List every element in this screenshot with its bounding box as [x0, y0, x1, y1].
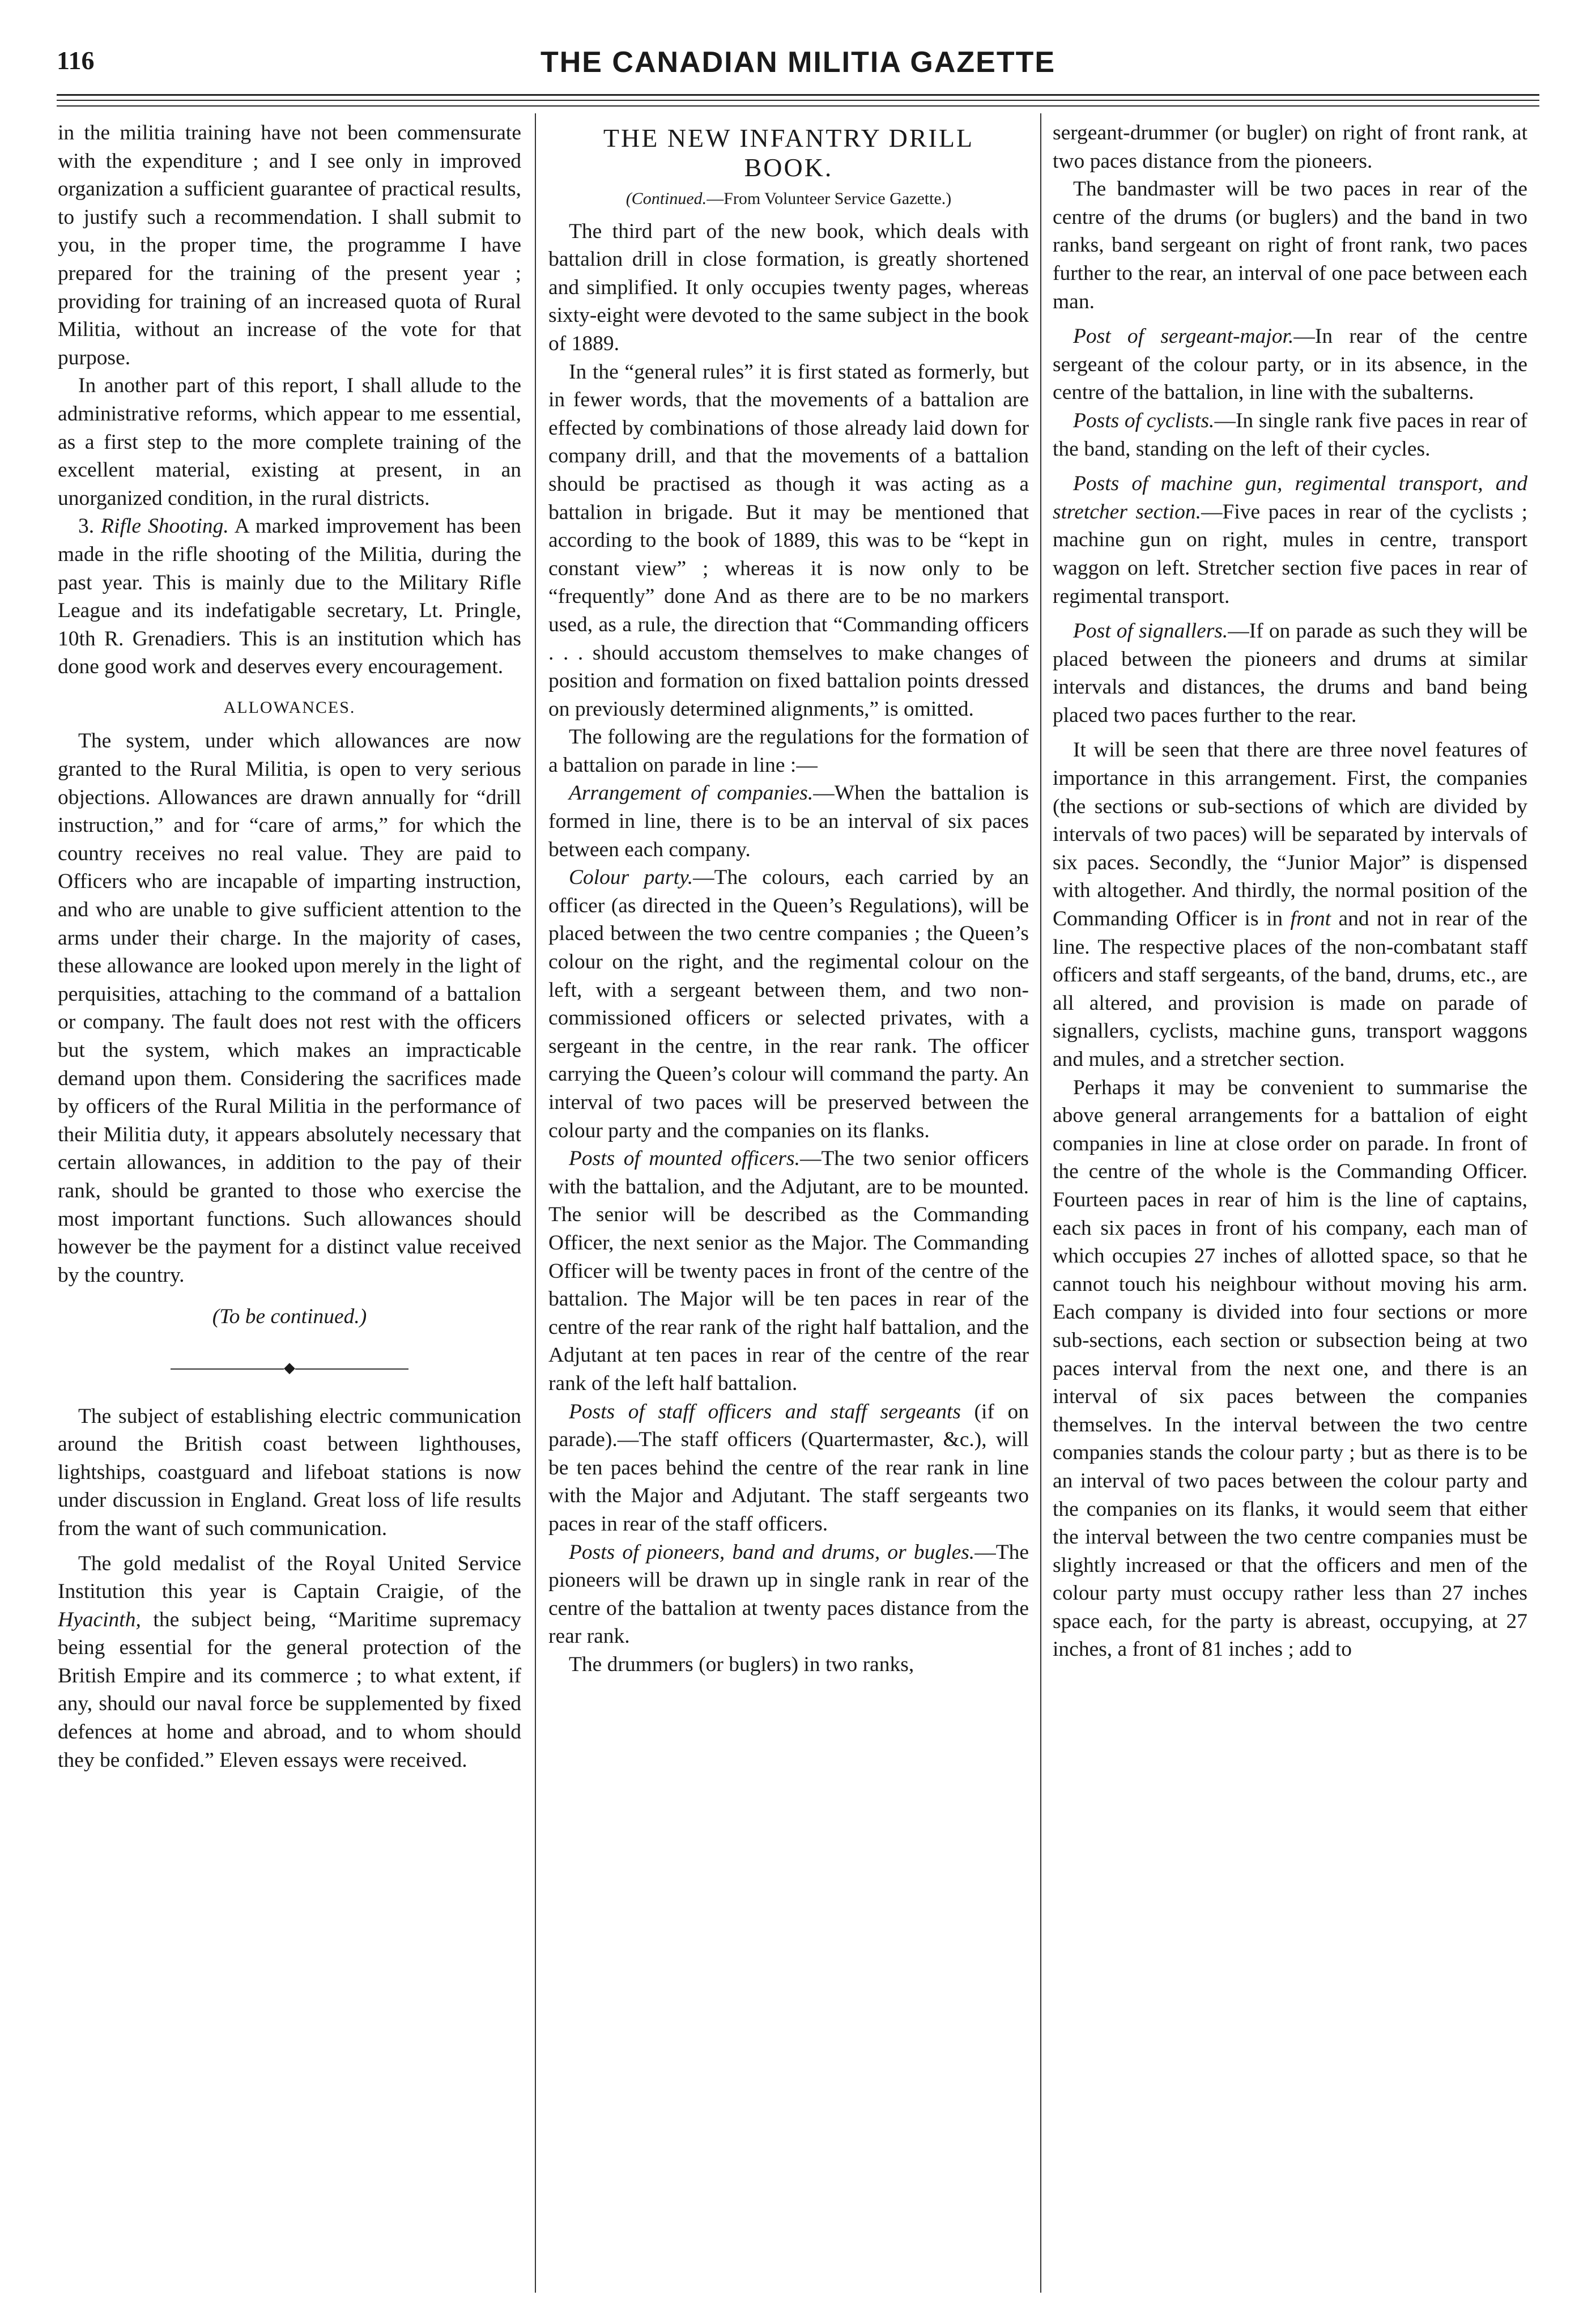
paragraph: [548, 864, 1029, 1145]
paragraph: [58, 1550, 521, 1775]
paragraph-text: and not in rear of the line. The respective places of the non-combatant staff officers and staff sergeants, of the band, drums, etc., are all altered, and provision is made on parade of signallers, cyclists, machine guns, transport waggons and mules, and a stretcher section.: [1053, 907, 1527, 1071]
paragraph-text: —The pioneers will be drawn up in single rank in rear of the centre of the battalion at twenty paces distance from the rear rank.: [548, 1540, 1029, 1648]
paragraph-text: The gold medalist of the Royal United Service Institution this year is Captain Craigie, of the: [58, 1551, 521, 1604]
article-title: THE NEW INFANTRY DRILL: [603, 124, 974, 152]
continued-note: (To be continued.): [212, 1305, 367, 1329]
paragraph-text: It will be seen that there are three novel features of importance in this arrangement. First, the companies (the sections or sub-sections of which are divided by intervals of two paces) will be separated by intervals of six paces. Secondly, the “Junior Major” is dispensed with altogether. And thirdly, the normal position of the Commanding Officer is in: [1053, 738, 1527, 931]
section-heading: ALLOWANCES.: [223, 698, 356, 717]
paragraph: In the “general rules” it is first stated as formerly, but in fewer words, that the movements of a battalion are effected by combinations of those already laid down for company drill, and that the movements of a battalion should be practised as though it was acting as a battalion in brigade. But it may be mentioned that according to the book of 1889, this was to be “kept in constant view” ; whereas it is now only to be “frequently” done And as there are to be no markers used, as a rule, the direction that “Commanding officers . . . should accustom themselves to make changes of position and formation on fixed battalion points dressed on previously determined alignments,” is omitted.: [548, 360, 1029, 721]
subheading-inline: Posts of mounted officers.: [569, 1147, 800, 1171]
paragraph: Perhaps it may be convenient to summarise the above general arrangements for a battalion of eight companies in line at close order on parade. In front of the centre of the whole is the Commanding Officer. Fourteen paces in rear of him is the line of captains, each six paces in front of his company, each man of which occupies 27 inches of allotted space, so that he cannot touch his neighbour without moving his arm. Each company is divided into four sections or more sub-sections, each section or subsection being at two paces interval from the next one, and there is an interval of six paces between the companies themselves. In the interval between the two centre companies stands the colour party ; but as there is to be an interval of two paces between the colour party and the companies on its flanks, it would seem that either the interval between the two centre companies must be slightly increased or that the officers and men of the colour party must occupy rather less than 27 inches space each, for the party is abreast, occupying, at 27 inches, a front of 81 inches ; add to: [1053, 1076, 1527, 1661]
subheading-inline: Arrangement of companies.: [569, 781, 814, 805]
subheading-inline: Post of sergeant-major.: [1073, 325, 1294, 348]
paragraph-number: 3.: [78, 515, 95, 538]
column-left: [58, 119, 521, 2287]
paragraph: [1053, 470, 1527, 610]
paragraph: [548, 779, 1029, 864]
divider-ornament: ◆: [58, 1354, 521, 1382]
column-divider: [1040, 113, 1041, 2293]
paragraph: [1053, 617, 1527, 729]
paragraph: The following are the regulations for the formation of a battalion on parade in line :—: [548, 725, 1029, 777]
paragraph: [58, 512, 521, 681]
paragraph-text: the subject being, “Maritime supremacy being essential for the general protection of the British Empire and its commerce ; to what extent, if any, should our naval force be supplemented by fixed defences at home and abroad, and to whom should they be confided.” Eleven essays were received.: [58, 1608, 521, 1772]
subheading-inline: Post of signallers.: [1073, 619, 1228, 643]
header-rule: [57, 94, 1539, 96]
paragraph-text: (if on parade).—The staff officers (Quartermaster, &c.), will be ten paces behind the centre of the rear rank in line with the Major and Adjutant. The staff sergeants two paces in rear of the staff officers.: [548, 1400, 1029, 1536]
source-text: —From Volunteer Service Gazette.): [707, 189, 952, 208]
column-middle: [548, 119, 1029, 2287]
emphasis-word: front: [1290, 907, 1331, 931]
paragraph-text: —When the battalion is formed in line, there is to be an interval of six paces between each company.: [548, 781, 1029, 861]
column-right: [1053, 119, 1527, 2287]
paragraph-text: —In rear of the centre sergeant of the colour party, or in its absence, in the centre of the battalion, in line with the subalterns.: [1053, 325, 1527, 405]
paragraph: sergeant-drummer (or bugler) on right of front rank, at two paces distance from the pioneers.: [1053, 121, 1527, 173]
article-title: BOOK.: [744, 153, 833, 182]
header-rule: [57, 105, 1539, 107]
paragraph: in the militia training have not been commensurate with the expenditure ; and I see only in improved organization a sufficient guarantee of practical results, to justify such a recommendation. I shall submit to you, in the proper time, the programme I have prepared for the training of the present year ; providing for training of an increased quota of Rural Militia, without an increase of the vote for that purpose.: [58, 121, 521, 369]
paragraph: In another part of this report, I shall allude to the administrative reforms, which appear to me essential, as a first step to the more complete training of the excellent material, existing at present, in an unorganized condition, in the rural districts.: [58, 374, 521, 510]
source-continued: (Continued.: [625, 189, 707, 208]
subheading-inline: Posts of pioneers, band and drums, or bugles.: [569, 1540, 975, 1564]
subheading-inline: Colour party.: [569, 866, 693, 890]
paragraph-text: —If on parade as such they will be placed between the pioneers and drums at similar intervals and distances, the drums and band being placed two paces further to the rear.: [1053, 619, 1527, 727]
paragraph-text: —In single rank five paces in rear of the band, standing on the left of their cycles.: [1053, 409, 1527, 461]
paragraph-text: —The two senior officers with the battalion, and the Adjutant, are to be mounted. The senior will be described as the Commanding Officer, the next senior as the Major. The Commanding Officer will be twenty paces in front of the centre of the battalion. The Major will be ten paces in rear of the centre of the rear rank of the right half battalion, and the Adjutant at ten paces in rear of the centre of the rear rank of the left half battalion.: [548, 1147, 1029, 1395]
page-number: 116: [57, 46, 95, 75]
paragraph: The bandmaster will be two paces in rear of the centre of the drums (or buglers) and the band in two ranks, band sergeant on right of front rank, two paces further to the rear, an interval of one pace between each man.: [1053, 177, 1527, 313]
paragraph: [548, 1538, 1029, 1651]
masthead-title: THE CANADIAN MILITIA GAZETTE: [540, 46, 1056, 79]
paragraph: The system, under which allowances are now granted to the Rural Militia, is open to very serious objections. Allowances are drawn annually for “drill instruction,” and for “care of arms,” for which the country receives no real value. They are paid to Officers who are incapable of imparting instruction, and who are unable to give sufficient attention to the arms under their charge. In the majority of cases, these allowance are looked upon merely in the light of perquisities, attaching to the command of a battalion or company. The fault does not rest with the officers but the system, which makes an impracticable demand upon them. Considering the sacrifices made by officers of the Rural Militia in the performance of their Militia duty, it appears absolutely necessary that certain allowances, in addition to the pay of their rank, should be granted to those who exercise the most important functions. Such allowances should however be the payment for a distinct value received by the country.: [58, 729, 521, 1287]
paragraph-text: —Five paces in rear of the cyclists ; machine gun on right, mules in centre, transport waggon on left. Stretcher section five paces in rear of regimental transport.: [1053, 500, 1527, 608]
header-rule: [57, 100, 1539, 101]
paragraph: [1053, 322, 1527, 407]
column-divider: [535, 113, 536, 2293]
paragraph: [548, 1398, 1029, 1538]
ship-name: Hyacinth,: [58, 1608, 141, 1631]
paragraph-text: A marked improvement has been made in the rifle shooting of the Militia, during the past year. This is mainly due to the Military Rifle League and its indefatigable secretary, Lt. Pringle, 10th R. Grenadiers. This is an institution which has done good work and deserves every encouragement.: [58, 515, 521, 679]
article-source: [548, 185, 1029, 213]
paragraph: The drummers (or buglers) in two ranks,: [569, 1652, 914, 1676]
subheading-inline: Posts of machine gun, regimental transport, and stretcher section.: [1053, 472, 1527, 524]
paragraph: [1053, 736, 1527, 1073]
paragraph: [548, 1145, 1029, 1397]
subheading-inline: Posts of cyclists.: [1073, 409, 1215, 432]
paragraph: The third part of the new book, which deals with battalion drill in close formation, is greatly shortened and simplified. It only occupies twenty pages, whereas sixty-eight were devoted to the same subject in the book of 1889.: [548, 219, 1029, 355]
subheading-inline: Posts of staff officers and staff sergeants: [569, 1400, 961, 1423]
paragraph-text: —The colours, each carried by an officer (as directed in the Queen’s Regulations), will be placed between the two centre companies ; the Queen’s colour on the right, and the regimental colour on the left, with a sergeant between them, and two non-commissioned officers or selected privates, with a sergeant in the centre, in the rear rank. The officer carrying the Queen’s colour will command the party. An interval of two paces will be preserved between the colour party and the companies on its flanks.: [548, 866, 1029, 1142]
paragraph: The subject of establishing electric communication around the British coast between lighthouses, lightships, coastguard and lifeboat stations is now under discussion in England. Great loss of life results from the want of such communication.: [58, 1404, 521, 1540]
subheading-inline: Rifle Shooting.: [101, 515, 229, 538]
paragraph: [1053, 407, 1527, 463]
page-header: [57, 45, 1539, 85]
